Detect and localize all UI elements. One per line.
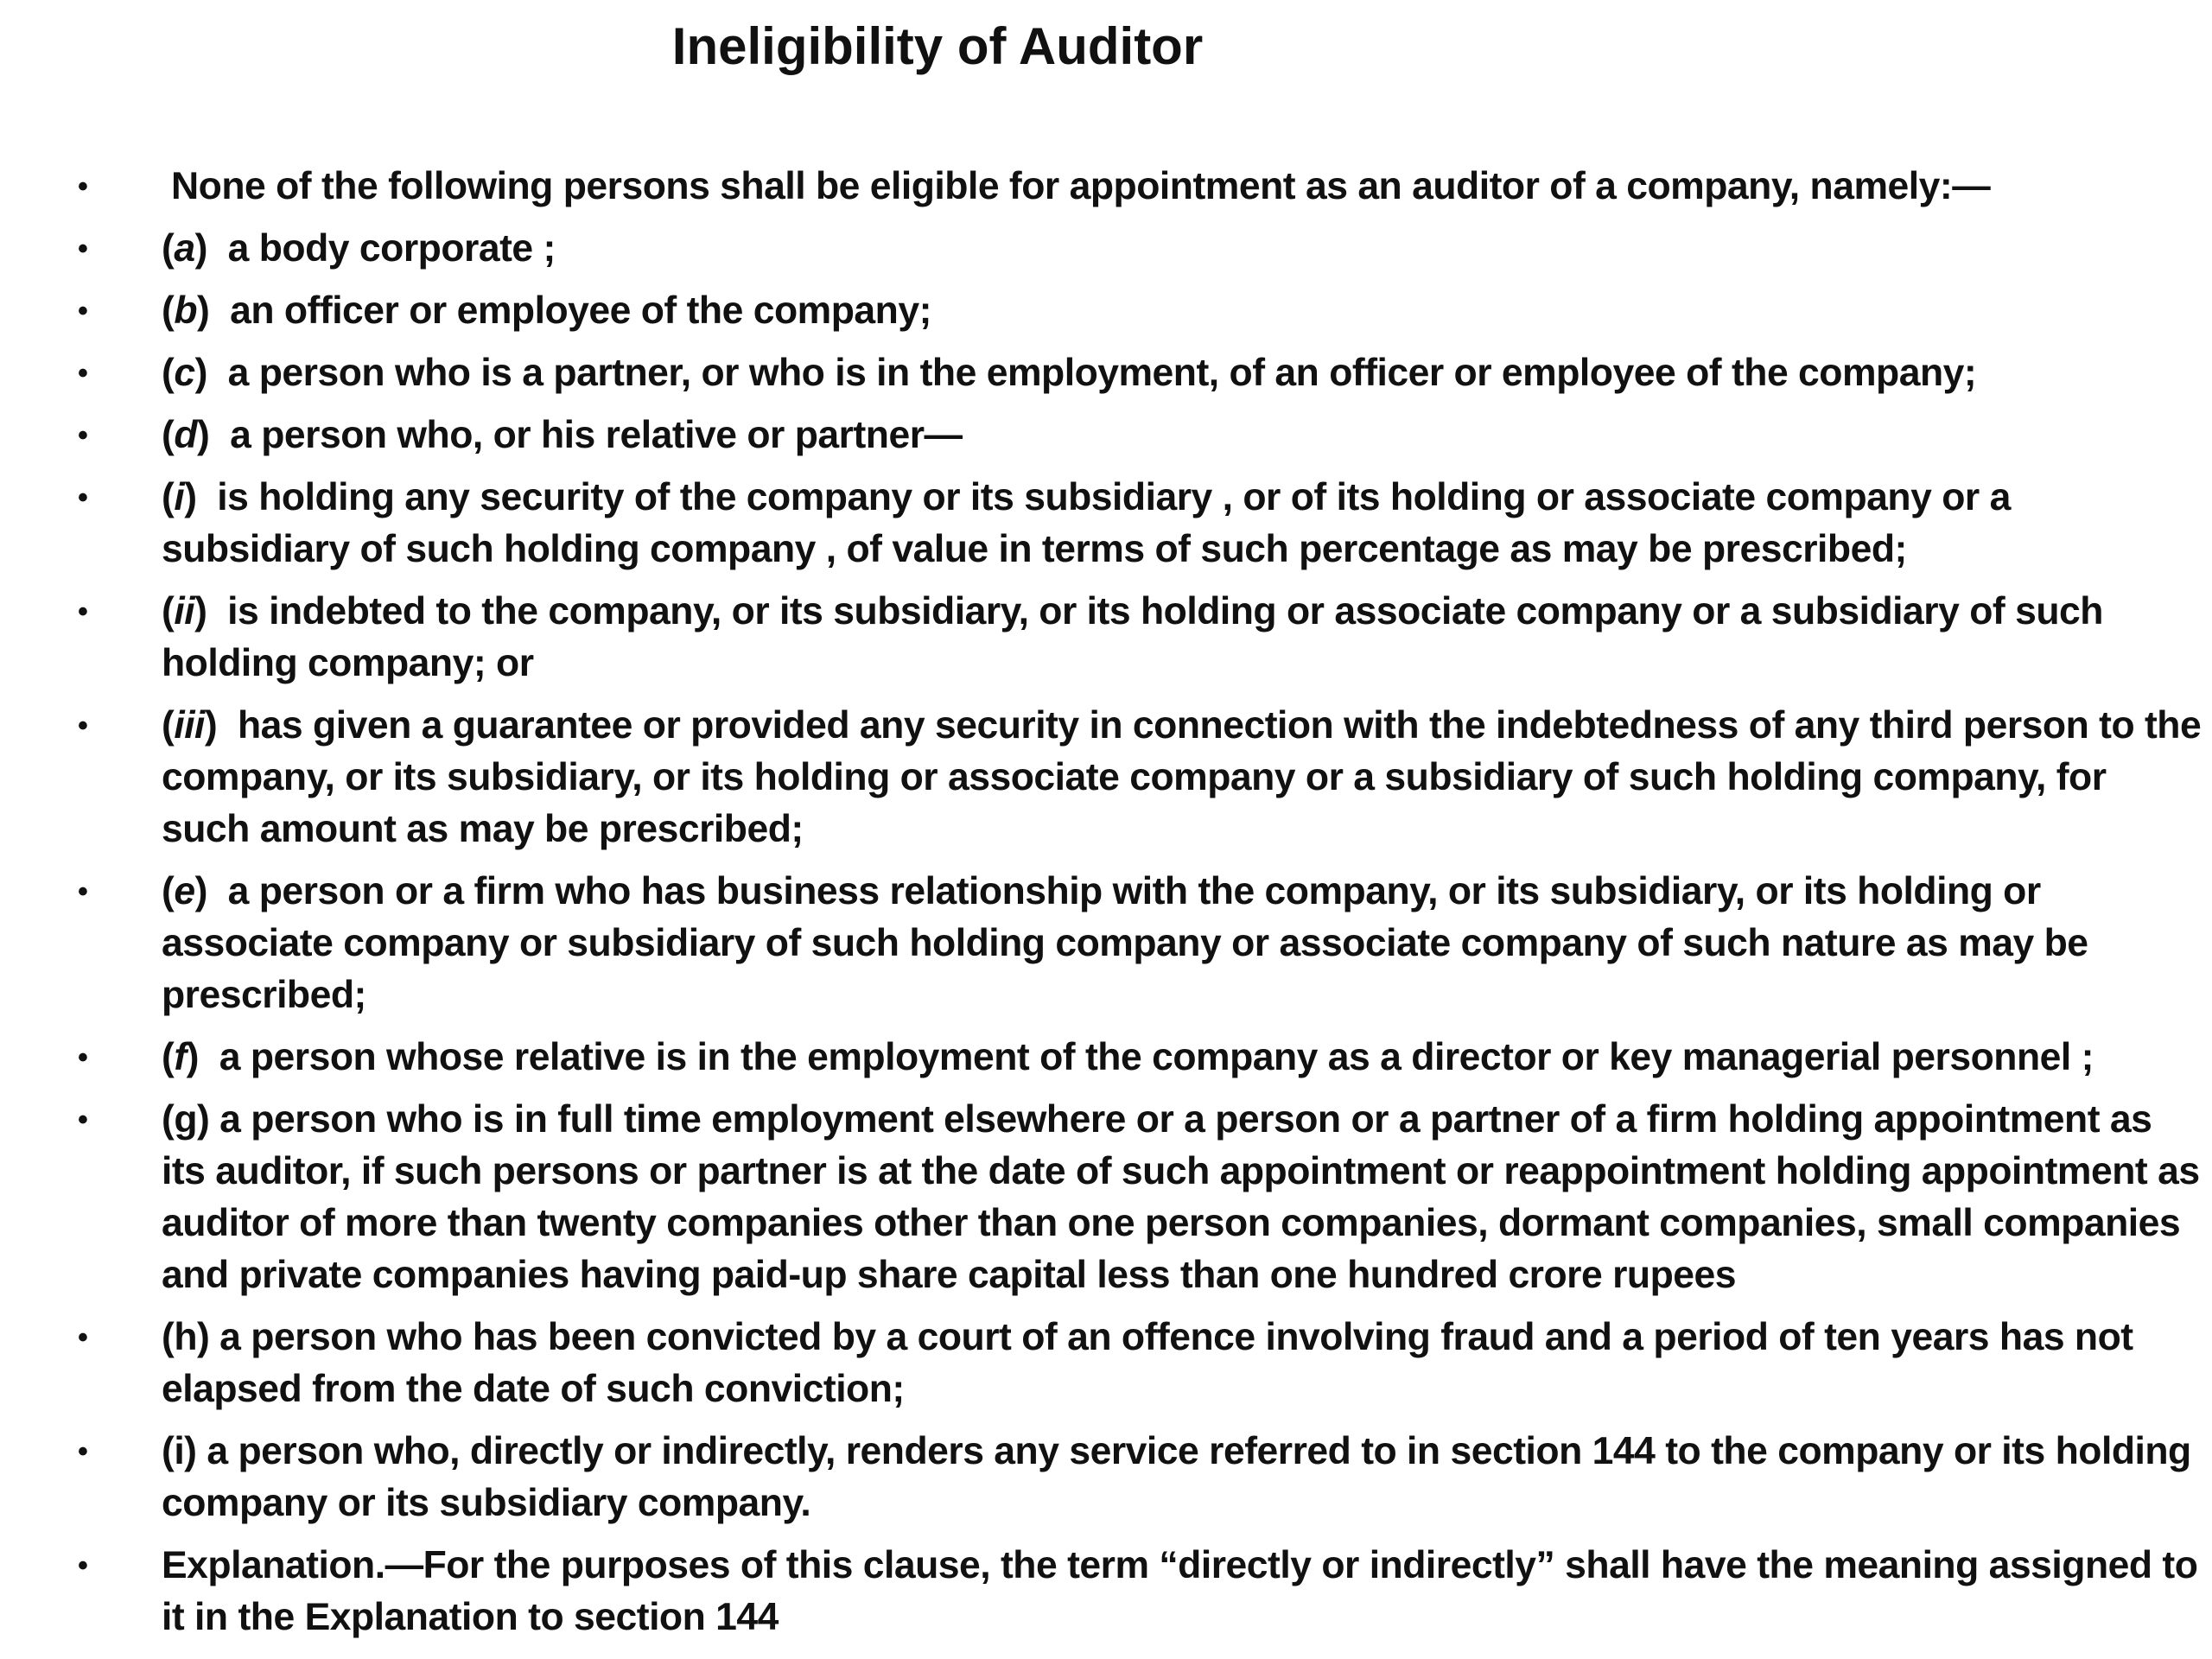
item-marker: (i) xyxy=(162,476,197,518)
bullet-icon: • xyxy=(78,1103,88,1136)
bullet-icon: • xyxy=(78,481,88,514)
list-item-explanation xyxy=(0,1540,2212,1643)
item-text: (i) a person who, directly or indirectly, renders any service referred to in section 144 to the company or its holding company or its subsidiary company. xyxy=(162,1430,2191,1524)
list-item-d-ii xyxy=(0,586,2212,690)
item-text: a body corporate ; xyxy=(227,227,556,270)
bullet-list xyxy=(0,161,2212,1654)
list-item-intro xyxy=(0,161,2212,213)
list-item-h xyxy=(0,1312,2212,1415)
bullet-icon: • xyxy=(78,232,88,265)
item-text: is holding any security of the company or its subsidiary , or of its holding or associate company or a subsidiary of such holding company , of value in terms of such percentage as may be prescribed; xyxy=(162,476,2011,570)
bullet-icon: • xyxy=(78,1321,88,1354)
bullet-icon: • xyxy=(78,295,88,327)
item-text: has given a guarantee or provided any security in connection with the indebtedness of any third person to the company, or its subsidiary, or its holding or associate company or a subsidiary of such holding company, for such amount as may be prescribed; xyxy=(162,704,2202,850)
item-text: Explanation.—For the purposes of this clause, the term “directly or indirectly” shall have the meaning assigned to it in the Explanation to section 144 xyxy=(162,1544,2198,1638)
item-text: a person who is a partner, or who is in the employment, of an officer or employee of the company; xyxy=(227,352,1977,394)
bullet-icon: • xyxy=(78,419,88,452)
item-marker: (f) xyxy=(162,1036,199,1078)
item-marker: (e) xyxy=(162,870,207,912)
item-text: (h) a person who has been convicted by a court of an offence involving fraud and a period of ten years has not elapsed from the date of such conviction; xyxy=(162,1316,2133,1410)
item-marker: (d) xyxy=(162,414,210,456)
item-marker: (iii) xyxy=(162,704,218,747)
item-text: is indebted to the company, or its subsidiary, or its holding or associate company or a subsidiary of such holding company; or xyxy=(162,590,2103,684)
item-marker: (b) xyxy=(162,289,210,332)
list-item-d xyxy=(0,410,2212,461)
bullet-icon: • xyxy=(78,1549,88,1582)
list-item-c xyxy=(0,347,2212,399)
list-item-i xyxy=(0,1426,2212,1529)
item-text: (g) a person who is in full time employment elsewhere or a person or a partner of a firm holding appointment as its auditor, if such persons or partner is at the date of such appointment or reappointment holding appointment as auditor of more than twenty companies other than one person companies, dormant companies, small companies and private companies having paid-up share capital less than one hundred crore rupees xyxy=(162,1098,2200,1296)
bullet-icon: • xyxy=(78,875,88,908)
item-marker: (a) xyxy=(162,227,207,270)
list-item-d-i xyxy=(0,472,2212,575)
list-item-f xyxy=(0,1032,2212,1084)
list-item-a xyxy=(0,223,2212,275)
bullet-icon: • xyxy=(78,170,88,203)
item-text: None of the following persons shall be eligible for appointment as an auditor of a company, namely:— xyxy=(171,165,1991,207)
item-text: a person who, or his relative or partner— xyxy=(230,414,963,456)
bullet-icon: • xyxy=(78,709,88,742)
bullet-icon: • xyxy=(78,357,88,390)
bullet-icon: • xyxy=(78,595,88,628)
list-item-b xyxy=(0,285,2212,337)
list-item-g xyxy=(0,1094,2212,1301)
item-marker: (c) xyxy=(162,352,207,394)
item-text: a person whose relative is in the employment of the company as a director or key managerial personnel ; xyxy=(219,1036,2094,1078)
item-marker: (ii) xyxy=(162,590,207,632)
item-text: an officer or employee of the company; xyxy=(230,289,931,332)
page-title: Ineligibility of Auditor xyxy=(671,17,1204,75)
bullet-icon: • xyxy=(78,1435,88,1468)
item-text: a person or a firm who has business relationship with the company, or its subsidiary, or its holding or associate company or subsidiary of such holding company or associate company of such nature as may be prescribed; xyxy=(162,870,2088,1016)
bullet-icon: • xyxy=(78,1041,88,1074)
list-item-d-iii xyxy=(0,700,2212,855)
list-item-e xyxy=(0,866,2212,1021)
